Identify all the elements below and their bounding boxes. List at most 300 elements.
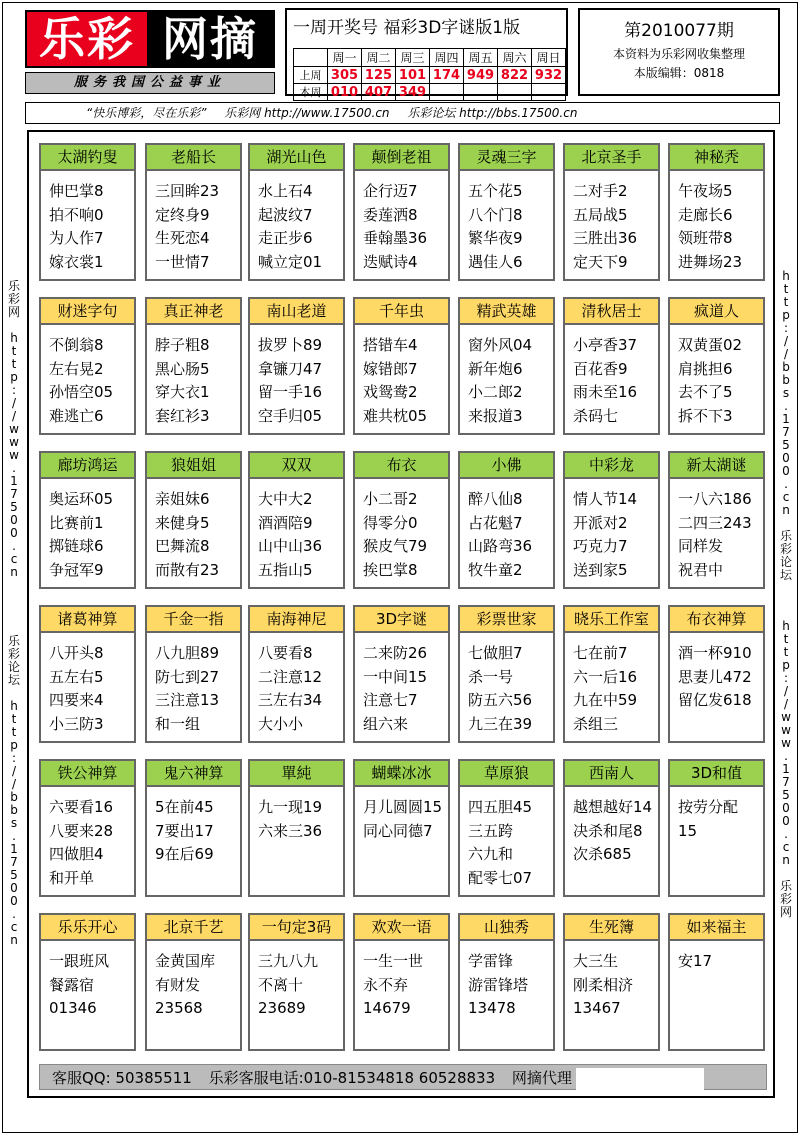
puzzle-line: 不离十 — [258, 975, 304, 994]
puzzle-line: 窗外风04 — [468, 336, 533, 354]
puzzle-line: 注意七7 — [363, 691, 418, 709]
draw-number — [430, 84, 464, 101]
puzzle-line: 月儿圆圆15 — [363, 798, 443, 816]
slogan: 服务我国公益事业 — [25, 72, 275, 94]
puzzle-line: 餐露宿 — [49, 975, 95, 994]
puzzle-cell-body — [41, 941, 134, 1044]
logo-part2: 网摘 — [147, 12, 273, 66]
puzzle-cell — [458, 913, 555, 1051]
puzzle-line: 六要看16 — [49, 798, 114, 816]
puzzle-line: 次杀685 — [573, 845, 632, 863]
puzzle-line: 脖子粗8 — [155, 336, 210, 354]
puzzle-line: 决杀和尾8 — [573, 821, 643, 840]
puzzle-line: 定终身9 — [155, 205, 210, 224]
puzzle-cell-title: 真正神老 — [147, 299, 240, 325]
puzzle-line: 百花香9 — [573, 359, 628, 378]
puzzle-line: 起波纹7 — [258, 205, 313, 224]
puzzle-line: 比赛前1 — [49, 513, 104, 532]
puzzle-cell — [145, 913, 242, 1051]
puzzle-cell-body — [670, 633, 763, 736]
site-link-forum[interactable]: 乐彩论坛 http://bbs.17500.cn — [407, 106, 578, 120]
puzzle-cell — [353, 913, 450, 1051]
day-header: 周三 — [396, 49, 430, 67]
puzzle-cell — [39, 297, 136, 435]
draw-number: 305 — [328, 67, 362, 84]
puzzle-line: 垂翰墨36 — [363, 229, 428, 247]
puzzle-line: 二注意12 — [258, 667, 323, 686]
puzzle-cell-body — [565, 479, 658, 582]
puzzle-line — [49, 1021, 134, 1045]
puzzle-cell-title: 布衣 — [355, 453, 448, 479]
puzzle-line — [363, 843, 448, 867]
puzzle-cell — [353, 297, 450, 435]
puzzle-cell-title: 如来福主 — [670, 915, 763, 941]
puzzle-line: 拆不下3 — [678, 406, 733, 425]
puzzle-line — [573, 867, 658, 891]
puzzle-cell — [145, 143, 242, 281]
puzzle-line: 掷链球6 — [49, 537, 104, 555]
puzzle-cell — [563, 605, 660, 743]
puzzle-cell — [353, 605, 450, 743]
puzzle-line: 七做胆7 — [468, 644, 523, 662]
puzzle-line: 开派对2 — [573, 513, 628, 532]
puzzle-cell-title: 生死簿 — [565, 915, 658, 941]
puzzle-line: 杀码七 — [573, 406, 619, 425]
puzzle-cell-title: 财迷字句 — [41, 299, 134, 325]
puzzle-line: 组六来 — [363, 714, 409, 733]
puzzle-cell-title: 北京圣手 — [565, 145, 658, 171]
url-bar — [25, 102, 780, 124]
puzzle-cell-title: 一句定3码 — [250, 915, 343, 941]
puzzle-line: 套红衫3 — [155, 406, 210, 425]
puzzle-line: 一中间15 — [363, 667, 428, 686]
puzzle-cell-body — [565, 787, 658, 890]
puzzle-line: 而散有23 — [155, 560, 220, 579]
puzzle-line: 挨巴掌8 — [363, 560, 418, 579]
puzzle-cell-body — [670, 787, 763, 890]
puzzle-cell — [248, 759, 345, 897]
puzzle-line: 黑心肠5 — [155, 359, 210, 378]
puzzle-line: 雨未至16 — [573, 383, 638, 401]
puzzle-line — [678, 843, 763, 867]
puzzle-line — [363, 1021, 448, 1045]
puzzle-line: 穿大衣1 — [155, 383, 210, 401]
puzzle-cell — [668, 913, 765, 1051]
draw-number: 932 — [532, 67, 566, 84]
draw-number: 822 — [498, 67, 532, 84]
issue-note: 本资料为乐彩网收集整理 — [612, 47, 745, 61]
puzzle-cell-title: 灵魂三字 — [460, 145, 553, 171]
puzzle-line: 喊立定01 — [258, 252, 323, 271]
puzzle-line: 永不弃 — [363, 975, 409, 994]
puzzle-cell — [668, 143, 765, 281]
puzzle-cell — [668, 451, 765, 589]
puzzle-line: 八要来28 — [49, 821, 114, 840]
puzzle-line: 占花魁7 — [468, 513, 523, 532]
puzzle-line: 拿镰刀47 — [258, 359, 323, 378]
puzzle-cell-body — [250, 633, 343, 736]
puzzle-cell — [458, 451, 555, 589]
day-header: 周四 — [430, 49, 464, 67]
puzzle-cell — [563, 143, 660, 281]
puzzle-line — [468, 1021, 553, 1045]
puzzle-cell-title: 單純 — [250, 761, 343, 787]
puzzle-line: 越想越好14 — [573, 798, 653, 816]
draw-number: 010 — [328, 84, 362, 101]
puzzle-line: 九三在39 — [468, 714, 533, 733]
puzzle-line: 嫁错郎7 — [363, 359, 418, 378]
puzzle-cell — [563, 451, 660, 589]
puzzle-cell-title: 神秘秃 — [670, 145, 763, 171]
puzzle-cell-body — [41, 171, 134, 274]
puzzle-line: 有财发 — [155, 975, 201, 994]
puzzle-line: 小二郎2 — [468, 383, 523, 401]
puzzle-line: 八个门8 — [468, 205, 523, 224]
puzzle-cell-body — [670, 325, 763, 428]
puzzle-cell-body — [355, 787, 448, 890]
issue-box — [578, 8, 780, 96]
puzzle-cell-title: 千金一指 — [147, 607, 240, 633]
draw-number: 101 — [396, 67, 430, 84]
puzzle-cell-title: 千年虫 — [355, 299, 448, 325]
puzzle-cell — [248, 913, 345, 1051]
corner-cell — [294, 49, 328, 67]
puzzle-line: 情人节14 — [573, 490, 638, 508]
puzzle-cell-title: 颠倒老祖 — [355, 145, 448, 171]
puzzle-line: 生死恋4 — [155, 229, 210, 247]
day-header: 周日 — [532, 49, 566, 67]
puzzle-cell-body — [355, 171, 448, 274]
puzzle-line — [155, 1021, 240, 1045]
puzzle-cell — [145, 297, 242, 435]
slogan-quote: “快乐博彩，尽在乐彩” — [86, 106, 207, 120]
puzzle-line — [258, 867, 343, 891]
puzzle-line: 水上石4 — [258, 182, 313, 200]
puzzle-line: 5在前45 — [155, 798, 214, 816]
logo — [25, 10, 275, 68]
puzzle-line: 二来防26 — [363, 644, 428, 662]
puzzle-line: 左右晃2 — [49, 359, 104, 378]
puzzle-cell — [145, 451, 242, 589]
puzzle-line: 一世情7 — [155, 252, 210, 271]
puzzle-cell-body — [565, 171, 658, 274]
puzzle-line — [678, 867, 763, 891]
puzzle-cell — [563, 913, 660, 1051]
puzzle-cell-title: 双双 — [250, 453, 343, 479]
day-header: 周一 — [328, 49, 362, 67]
puzzle-line: 八九胆89 — [155, 644, 220, 662]
puzzle-line: 小二哥2 — [363, 490, 418, 508]
puzzle-cell-title: 晓乐工作室 — [565, 607, 658, 633]
puzzle-line: 三回眸23 — [155, 182, 220, 200]
puzzle-cell — [353, 143, 450, 281]
puzzle-cell-body — [250, 171, 343, 274]
puzzle-cell-title: 草原狼 — [460, 761, 553, 787]
puzzle-cell-title: 蝴蝶冰冰 — [355, 761, 448, 787]
puzzle-line: 留亿发618 — [678, 691, 752, 709]
draw-number — [498, 84, 532, 101]
puzzle-line: 去不了5 — [678, 383, 733, 401]
puzzle-cell-title: 北京千艺 — [147, 915, 240, 941]
puzzle-line: 八开头8 — [49, 644, 104, 662]
day-header: 周六 — [498, 49, 532, 67]
puzzle-line: 走正步6 — [258, 229, 313, 247]
puzzle-line: 九一现19 — [258, 798, 323, 816]
puzzle-cell-title: 南山老道 — [250, 299, 343, 325]
puzzle-cell — [39, 143, 136, 281]
puzzle-line: 防五六56 — [468, 691, 533, 709]
puzzle-cell-title: 南海神尼 — [250, 607, 343, 633]
puzzle-line: 七在前7 — [573, 644, 628, 662]
puzzle-line: 配零七07 — [468, 868, 533, 887]
puzzle-line: 三胜出36 — [573, 229, 638, 247]
puzzle-cell-body — [41, 479, 134, 582]
puzzle-line: 按劳分配 — [678, 798, 739, 816]
puzzle-line: 亲姐妹6 — [155, 490, 210, 508]
puzzle-cell — [458, 143, 555, 281]
puzzle-line: 一生一世 — [363, 952, 424, 970]
footer-agent: 网摘代理 — [511, 1069, 572, 1087]
puzzle-line: 山路弯36 — [468, 537, 533, 555]
puzzle-line: 来健身5 — [155, 513, 210, 532]
puzzle-cell-title: 老船长 — [147, 145, 240, 171]
puzzle-line: 三左右34 — [258, 691, 323, 709]
puzzle-line: 肩挑担6 — [678, 359, 733, 378]
puzzle-line: 留一手16 — [258, 383, 323, 401]
puzzle-line — [155, 867, 240, 891]
puzzle-cell — [145, 759, 242, 897]
logo-part1: 乐彩 — [27, 12, 147, 66]
puzzle-cell-body — [460, 171, 553, 274]
puzzle-line: 14679 — [363, 999, 411, 1017]
issue-editor: 本版编辑：0818 — [633, 66, 725, 80]
puzzle-line: 新年炮6 — [468, 359, 523, 378]
puzzle-cell — [668, 759, 765, 897]
site-link-main[interactable]: 乐彩网 http://www.17500.cn — [224, 106, 390, 120]
puzzle-cell-body — [355, 325, 448, 428]
puzzle-cell-title: 布衣神算 — [670, 607, 763, 633]
puzzle-line: 九在中59 — [573, 691, 638, 709]
puzzle-cell — [39, 451, 136, 589]
puzzle-line: 五左右5 — [49, 667, 104, 686]
puzzle-line: 奥运环05 — [49, 490, 114, 508]
puzzle-cell-body — [670, 941, 763, 1044]
puzzle-line: 双黄蛋02 — [678, 336, 743, 354]
puzzle-line: 不倒翁8 — [49, 336, 104, 354]
puzzle-line: 小亭香37 — [573, 336, 638, 354]
puzzle-line: 六一后16 — [573, 667, 638, 686]
puzzle-cell-body — [460, 479, 553, 582]
puzzle-line: 午夜场5 — [678, 182, 733, 200]
puzzle-line: 遇佳人6 — [468, 252, 523, 271]
puzzle-line: 防七到27 — [155, 667, 220, 686]
puzzle-line: 13478 — [468, 999, 516, 1017]
puzzle-line: 刚柔相济 — [573, 975, 634, 994]
draw-number: 125 — [362, 67, 396, 84]
puzzle-cell-body — [355, 633, 448, 736]
puzzle-cell — [39, 605, 136, 743]
puzzle-cell-title: 疯道人 — [670, 299, 763, 325]
puzzle-line: 得零分0 — [363, 513, 418, 532]
puzzle-line: 企行迈7 — [363, 182, 418, 200]
puzzle-line: 大小小 — [258, 714, 304, 733]
puzzle-line: 杀组三 — [573, 714, 619, 733]
puzzle-cell — [668, 605, 765, 743]
puzzle-cell-title: 欢欢一语 — [355, 915, 448, 941]
footer-blank — [576, 1068, 704, 1090]
puzzle-cell-title: 清秋居士 — [565, 299, 658, 325]
puzzle-cell-body — [147, 171, 240, 274]
side-text-right-bottom: h t t p : / / w w w . 1 7 5 0 0 . c n 乐 彩 网 — [779, 619, 792, 919]
footer-qq: 客服QQ: 50385511 — [52, 1069, 192, 1087]
puzzle-line: 二对手2 — [573, 182, 628, 200]
puzzle-line: 三九八九 — [258, 952, 319, 970]
puzzle-cell — [248, 605, 345, 743]
draw-number: 949 — [464, 67, 498, 84]
puzzle-line: 嫁衣裳1 — [49, 252, 104, 271]
puzzle-line: 学雷锋 — [468, 952, 514, 970]
puzzle-cell — [458, 297, 555, 435]
puzzle-line: 五局战5 — [573, 205, 628, 224]
puzzle-cell — [563, 759, 660, 897]
puzzle-cell-body — [41, 787, 134, 890]
puzzle-cell-title: 新太湖谜 — [670, 453, 763, 479]
puzzle-line: 祝君中 — [678, 560, 724, 579]
puzzle-cell-title: 3D和值 — [670, 761, 763, 787]
puzzle-cell-title: 精武英雄 — [460, 299, 553, 325]
puzzle-line: 八要看8 — [258, 644, 313, 662]
puzzle-line: 难逃亡6 — [49, 406, 104, 425]
row-label: 上周 — [294, 67, 328, 84]
puzzle-cell — [248, 297, 345, 435]
puzzle-cell — [353, 451, 450, 589]
puzzle-cell — [248, 451, 345, 589]
puzzle-cell-title: 中彩龙 — [565, 453, 658, 479]
puzzle-cell — [668, 297, 765, 435]
puzzle-cell-title: 太湖钓叟 — [41, 145, 134, 171]
puzzle-line: 拍不响0 — [49, 205, 104, 224]
draw-number — [532, 84, 566, 101]
puzzle-cell-title: 西南人 — [565, 761, 658, 787]
puzzle-line: 四做胆4 — [49, 845, 104, 863]
puzzle-line: 猴皮气79 — [363, 537, 428, 555]
puzzle-line: 思妻儿472 — [678, 667, 752, 686]
puzzle-cell-title: 彩票世家 — [460, 607, 553, 633]
puzzle-line: 同样发 — [678, 537, 724, 555]
puzzle-line: 六九和 — [468, 845, 514, 863]
puzzle-line: 空手归05 — [258, 406, 323, 425]
puzzle-cell — [145, 605, 242, 743]
puzzle-cell-body — [147, 325, 240, 428]
side-text-right-top: h t t p : / / b b s . 1 7 5 0 0 . c n 乐 彩 论 坛 — [779, 269, 792, 582]
puzzle-cell-title: 鬼六神算 — [147, 761, 240, 787]
puzzle-line: 同心同德7 — [363, 821, 433, 840]
puzzle-line: 和开单 — [49, 868, 95, 887]
puzzle-line: 13467 — [573, 999, 621, 1017]
puzzle-line: 小三防3 — [49, 714, 104, 733]
puzzle-line: 进舞场23 — [678, 252, 743, 271]
draw-number — [464, 84, 498, 101]
puzzle-line: 牧牛童2 — [468, 560, 523, 579]
issue-number: 第2010077期 — [624, 21, 734, 41]
puzzle-cell — [458, 605, 555, 743]
puzzle-cell — [563, 297, 660, 435]
puzzle-line: 六来三36 — [258, 821, 323, 840]
puzzle-cell — [39, 913, 136, 1051]
puzzle-line: 大中大2 — [258, 490, 313, 508]
puzzle-line: 迭赋诗4 — [363, 252, 418, 271]
day-header: 周五 — [464, 49, 498, 67]
puzzle-line: 四五胆45 — [468, 798, 533, 816]
side-text-left-bottom: 乐 彩 论 坛 h t t p : / / b b s . 1 7 5 0 0 . c n — [7, 634, 20, 947]
puzzle-line: 来报道3 — [468, 406, 523, 425]
puzzle-line: 23568 — [155, 999, 203, 1017]
puzzle-line: 三注意13 — [155, 691, 220, 709]
week-title: 一周开奖号 福彩3D字谜版1版 — [293, 18, 521, 38]
puzzle-line: 五个花5 — [468, 182, 523, 200]
puzzle-cell-title: 山独秀 — [460, 915, 553, 941]
puzzle-line: 15 — [678, 821, 698, 840]
puzzle-cell-body — [250, 325, 343, 428]
side-text-left-top: 乐 彩 网 h t t p : / / w w w . 1 7 5 0 0 . c n — [7, 279, 20, 579]
puzzle-line: 繁华夜9 — [468, 229, 523, 247]
puzzle-cell-body — [355, 479, 448, 582]
puzzle-line: 9在后69 — [155, 845, 214, 863]
puzzle-line: 四要来4 — [49, 691, 104, 709]
puzzle-cell-body — [565, 325, 658, 428]
puzzle-cell-title: 狼姐姐 — [147, 453, 240, 479]
puzzle-line: 五指山5 — [258, 560, 313, 579]
puzzle-cell-body — [355, 941, 448, 1044]
puzzle-cell-title: 3D字谜 — [355, 607, 448, 633]
puzzle-cell — [458, 759, 555, 897]
footer-bar — [39, 1064, 767, 1090]
puzzle-line — [678, 974, 763, 998]
puzzle-line: 二四三243 — [678, 513, 752, 532]
puzzle-line: 醉八仙8 — [468, 490, 523, 508]
puzzle-cell-title: 铁公神算 — [41, 761, 134, 787]
puzzle-line: 巴舞流8 — [155, 537, 210, 555]
puzzle-line: 山中山36 — [258, 537, 323, 555]
puzzle-cell-body — [460, 941, 553, 1044]
puzzle-cell-body — [147, 787, 240, 890]
puzzle-line: 为人作7 — [49, 229, 104, 247]
puzzle-cell-title: 诸葛神算 — [41, 607, 134, 633]
puzzle-line: 01346 — [49, 999, 97, 1017]
puzzle-line: 送到家5 — [573, 560, 628, 579]
week-draw-box — [285, 8, 568, 100]
puzzle-line: 争冠军9 — [49, 560, 104, 579]
puzzle-line — [258, 1021, 343, 1045]
puzzle-cell-body — [460, 325, 553, 428]
puzzle-line: 定天下9 — [573, 252, 628, 271]
puzzle-line: 23689 — [258, 999, 306, 1017]
puzzle-line: 安17 — [678, 952, 713, 970]
puzzle-cell — [353, 759, 450, 897]
row-label: 本周 — [294, 84, 328, 101]
puzzle-cell-body — [565, 633, 658, 736]
puzzle-line — [678, 713, 763, 737]
puzzle-line: 酒酒陪9 — [258, 513, 313, 532]
puzzle-line: 戏鸳鸯2 — [363, 383, 418, 401]
draw-number: 349 — [396, 84, 430, 101]
puzzle-cell — [248, 143, 345, 281]
puzzle-cell-body — [147, 941, 240, 1044]
week-draw-table — [293, 48, 566, 101]
puzzle-cell-body — [250, 479, 343, 582]
puzzle-line: 搭错车4 — [363, 336, 418, 354]
puzzle-line: 走廊长6 — [678, 205, 733, 224]
